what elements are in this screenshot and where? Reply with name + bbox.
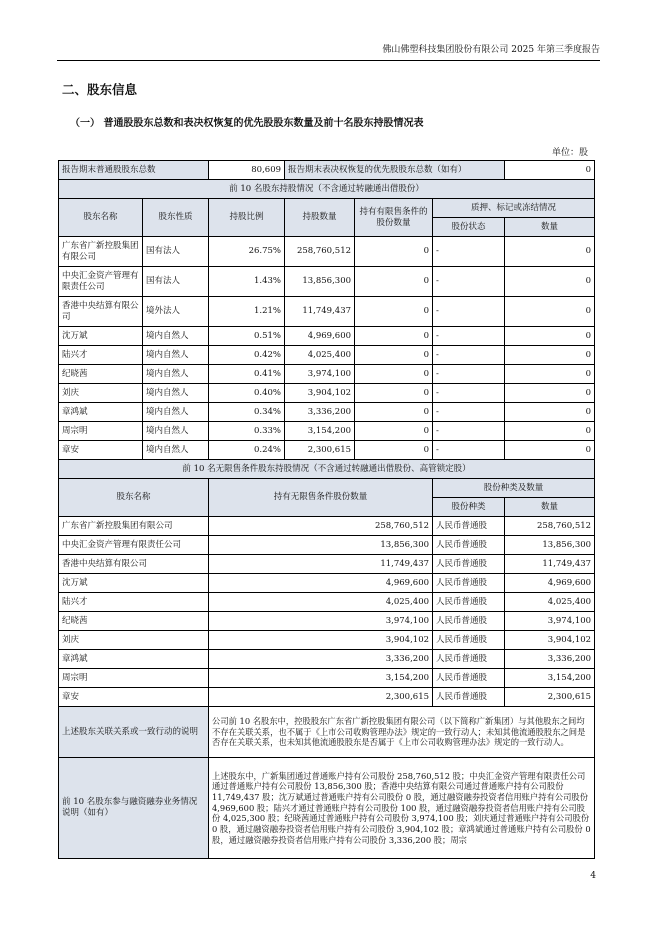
u-share-count: 4,025,400: [505, 593, 595, 612]
unit-label: 单位：股: [551, 148, 588, 158]
pledge-qty: 0: [505, 441, 595, 460]
holder-restricted: 0: [355, 422, 433, 441]
holder-ratio: 0.42%: [209, 346, 285, 365]
holder-ratio: 0.40%: [209, 384, 285, 403]
holder-qty: 11,749,437: [285, 297, 355, 327]
holder-ratio: 26.75%: [209, 237, 285, 267]
pledge-status: -: [433, 267, 505, 297]
holder-nature: 境内自然人: [143, 441, 209, 460]
u-holder-name: 章鸿斌: [59, 650, 209, 669]
pledge-status: -: [433, 422, 505, 441]
holder-restricted: 0: [355, 267, 433, 297]
pledge-qty: 0: [505, 403, 595, 422]
u-holder-qty: 3,336,200: [209, 650, 433, 669]
unrestricted-row: [59, 612, 595, 631]
relation-note-row: [59, 707, 595, 758]
holder-qty: 258,760,512: [285, 237, 355, 267]
holder-nature: 境内自然人: [143, 403, 209, 422]
holder-restricted: 0: [355, 365, 433, 384]
top10-row: [59, 422, 595, 441]
pledge-qty: 0: [505, 267, 595, 297]
u-holder-name: 周宗明: [59, 669, 209, 688]
holder-nature: 境内自然人: [143, 346, 209, 365]
header-restricted: 持有有限售条件的股份数量: [355, 199, 433, 237]
pref-holders-value: 0: [505, 161, 595, 180]
u-holder-qty: 258,760,512: [209, 517, 433, 536]
pledge-qty: 0: [505, 237, 595, 267]
pledge-status: -: [433, 327, 505, 346]
top10-header-row-1: [59, 199, 595, 218]
u-holder-qty: 3,154,200: [209, 669, 433, 688]
u-header-name: 股东名称: [59, 479, 209, 517]
u-share-count: 13,856,300: [505, 536, 595, 555]
pledge-status: -: [433, 403, 505, 422]
holder-name: 陆兴才: [59, 346, 143, 365]
holder-qty: 13,856,300: [285, 267, 355, 297]
top10-row: [59, 384, 595, 403]
unrestricted-row: [59, 631, 595, 650]
u-header-type-group: 股份种类及数量: [433, 479, 595, 498]
u-share-type: 人民币普通股: [433, 612, 505, 631]
pledge-status: -: [433, 384, 505, 403]
pledge-qty: 0: [505, 346, 595, 365]
u-share-type: 人民币普通股: [433, 650, 505, 669]
unrestricted-row: [59, 650, 595, 669]
unrestricted-header-row-1: [59, 479, 595, 498]
holder-ratio: 1.21%: [209, 297, 285, 327]
unrestricted-row: [59, 555, 595, 574]
header-pledge-qty: 数量: [505, 218, 595, 237]
u-holder-name: 刘庆: [59, 631, 209, 650]
header-nature: 股东性质: [143, 199, 209, 237]
top10-row: [59, 327, 595, 346]
margin-note-text: 上述股东中，广新集团通过普通账户持有公司股份 258,760,512 股；中央汇金资产管理有限责任公司通过普通账户持有公司股份 13,856,300 股；香港中央结算有限公司通过普通账户持有公司股份 11,749,437 股；沈万斌通过普通账户持有公司股份 0 股，通过融资融券投资者信用账户持有公司股份 4,969,600 股；陆兴才通过普通账户持有公司股份 100 股，通过融资融券投资者信用账户持有公司股份 4,025,300 股；纪晓茜通过普通账户持有公司股份 3,974,100 股；刘庆通过普通账户持有公司股份 0 股，通过融资融券投资者信用账户持有公司股份 3,904,102 股；章鸿斌通过普通账户持有公司股份 0 股，通过融资融券投资者信用账户持有公司股份 3,336,200 股；周宗: [209, 758, 595, 859]
u-header-type: 股份种类: [433, 498, 505, 517]
u-holder-name: 沈万斌: [59, 574, 209, 593]
u-share-count: 3,974,100: [505, 612, 595, 631]
u-holder-qty: 3,904,102: [209, 631, 433, 650]
holder-nature: 境内自然人: [143, 365, 209, 384]
u-share-count: 3,336,200: [505, 650, 595, 669]
header-ratio: 持股比例: [209, 199, 285, 237]
pledge-status: -: [433, 346, 505, 365]
u-holder-qty: 4,025,400: [209, 593, 433, 612]
u-header-qty: 持有无限售条件股份数量: [209, 479, 433, 517]
holder-name: 刘庆: [59, 384, 143, 403]
page-header: [57, 42, 600, 61]
holder-qty: 4,025,400: [285, 346, 355, 365]
holder-nature: 国有法人: [143, 267, 209, 297]
holder-qty: 3,904,102: [285, 384, 355, 403]
top10-row: [59, 297, 595, 327]
u-share-type: 人民币普通股: [433, 593, 505, 612]
pledge-status: -: [433, 297, 505, 327]
u-share-type: 人民币普通股: [433, 631, 505, 650]
top10-row: [59, 365, 595, 384]
u-holder-name: 纪晓茜: [59, 612, 209, 631]
top10-title: 前 10 名股东持股情况（不含通过转融通出借股份）: [59, 180, 595, 199]
pledge-status: -: [433, 237, 505, 267]
holder-qty: 4,969,600: [285, 327, 355, 346]
u-share-type: 人民币普通股: [433, 536, 505, 555]
holder-ratio: 1.43%: [209, 267, 285, 297]
unrestricted-row: [59, 536, 595, 555]
report-title: 佛山佛塑科技集团股份有限公司 2025 年第三季度报告: [382, 45, 600, 55]
u-header-count: 数量: [505, 498, 595, 517]
u-holder-name: 中央汇金资产管理有限责任公司: [59, 536, 209, 555]
relation-note-label: 上述股东关联关系或一致行动的说明: [59, 707, 209, 758]
holder-restricted: 0: [355, 384, 433, 403]
top10-row: [59, 346, 595, 365]
top10-row: [59, 237, 595, 267]
holder-name: 广东省广新控股集团有限公司: [59, 237, 143, 267]
u-share-type: 人民币普通股: [433, 574, 505, 593]
unrestricted-row: [59, 669, 595, 688]
u-holder-qty: 11,749,437: [209, 555, 433, 574]
top10-title-row: [59, 180, 595, 199]
holder-name: 香港中央结算有限公司: [59, 297, 143, 327]
holder-nature: 国有法人: [143, 237, 209, 267]
pledge-qty: 0: [505, 384, 595, 403]
pledge-status: -: [433, 441, 505, 460]
pledge-qty: 0: [505, 365, 595, 384]
holder-restricted: 0: [355, 327, 433, 346]
holder-nature: 境内自然人: [143, 327, 209, 346]
holder-name: 周宗明: [59, 422, 143, 441]
page-number: 4: [590, 871, 596, 881]
holder-ratio: 0.41%: [209, 365, 285, 384]
holder-restricted: 0: [355, 441, 433, 460]
header-pledge-status: 股份状态: [433, 218, 505, 237]
common-holders-value: 80,609: [209, 161, 285, 180]
holder-nature: 境外法人: [143, 297, 209, 327]
u-holder-name: 陆兴才: [59, 593, 209, 612]
pref-holders-label: 报告期末表决权恢复的优先股股东总数（如有）: [285, 161, 505, 180]
top10-row: [59, 441, 595, 460]
sub-title: （一） 普通股股东总数和表决权恢复的优先股股东数量及前十名股东持股情况表: [70, 118, 424, 129]
u-share-type: 人民币普通股: [433, 688, 505, 707]
holder-name: 章鸿斌: [59, 403, 143, 422]
holder-restricted: 0: [355, 297, 433, 327]
holder-qty: 3,336,200: [285, 403, 355, 422]
holder-qty: 3,154,200: [285, 422, 355, 441]
unrestricted-row: [59, 688, 595, 707]
holder-name: 沈万斌: [59, 327, 143, 346]
unrestricted-title: 前 10 名无限售条件股东持股情况（不含通过转融通出借股份、高管锁定股）: [59, 460, 595, 479]
u-holder-qty: 3,974,100: [209, 612, 433, 631]
u-share-type: 人民币普通股: [433, 555, 505, 574]
u-holder-name: 香港中央结算有限公司: [59, 555, 209, 574]
pledge-qty: 0: [505, 327, 595, 346]
header-pledge-group: 质押、标记或冻结情况: [433, 199, 595, 218]
holder-ratio: 0.33%: [209, 422, 285, 441]
holder-restricted: 0: [355, 237, 433, 267]
relation-note-text: 公司前 10 名股东中，控股股东广东省广新控股集团有限公司（以下简称广新集团）与其他股东之间均不存在关联关系，也不属于《上市公司收购管理办法》规定的一致行动人；未知其他流通股股东之间是否存在关联关系，也未知其他流通股股东是否属于《上市公司收购管理办法》规定的一致行动人。: [209, 707, 595, 758]
section-title: 二、股东信息: [62, 82, 138, 97]
margin-note-label: 前 10 名股东参与融资融券业务情况说明（如有）: [59, 758, 209, 859]
holder-ratio: 0.34%: [209, 403, 285, 422]
holder-name: 章安: [59, 441, 143, 460]
u-holder-qty: 4,969,600: [209, 574, 433, 593]
u-share-count: 258,760,512: [505, 517, 595, 536]
unrestricted-row: [59, 574, 595, 593]
holder-restricted: 0: [355, 346, 433, 365]
unrestricted-row: [59, 593, 595, 612]
holder-name: 纪晓茜: [59, 365, 143, 384]
u-share-count: 4,969,600: [505, 574, 595, 593]
u-share-count: 2,300,615: [505, 688, 595, 707]
unrestricted-title-row: [59, 460, 595, 479]
holder-name: 中央汇金资产管理有限责任公司: [59, 267, 143, 297]
top10-row: [59, 267, 595, 297]
u-share-count: 3,154,200: [505, 669, 595, 688]
u-share-type: 人民币普通股: [433, 669, 505, 688]
u-share-count: 11,749,437: [505, 555, 595, 574]
holder-ratio: 0.24%: [209, 441, 285, 460]
pledge-status: -: [433, 365, 505, 384]
holder-qty: 3,974,100: [285, 365, 355, 384]
common-holders-label: 报告期末普通股股东总数: [59, 161, 209, 180]
pledge-qty: 0: [505, 297, 595, 327]
margin-note-row: [59, 758, 595, 859]
holder-ratio: 0.51%: [209, 327, 285, 346]
header-qty: 持股数量: [285, 199, 355, 237]
pledge-qty: 0: [505, 422, 595, 441]
top10-row: [59, 403, 595, 422]
u-share-count: 3,904,102: [505, 631, 595, 650]
holder-nature: 境内自然人: [143, 422, 209, 441]
summary-row: [59, 161, 595, 180]
u-holder-name: 章安: [59, 688, 209, 707]
header-name: 股东名称: [59, 199, 143, 237]
u-share-type: 人民币普通股: [433, 517, 505, 536]
holder-restricted: 0: [355, 403, 433, 422]
u-holder-name: 广东省广新控股集团有限公司: [59, 517, 209, 536]
u-holder-qty: 13,856,300: [209, 536, 433, 555]
holder-qty: 2,300,615: [285, 441, 355, 460]
shareholder-table: [58, 160, 595, 859]
holder-nature: 境内自然人: [143, 384, 209, 403]
unrestricted-row: [59, 517, 595, 536]
u-holder-qty: 2,300,615: [209, 688, 433, 707]
